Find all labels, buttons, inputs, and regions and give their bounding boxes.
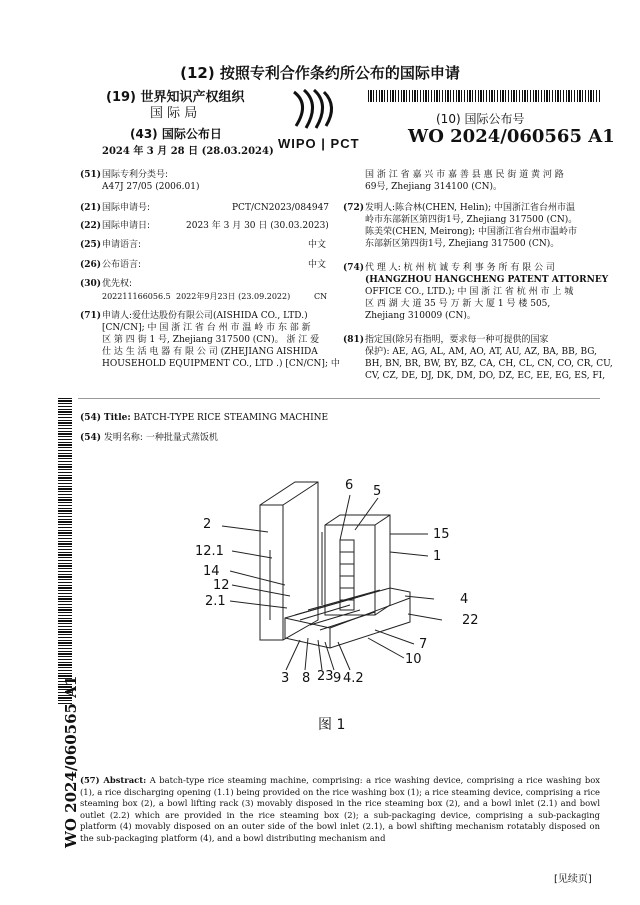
ref-label: 23 [317, 669, 334, 684]
inventor-line: 东部新区第四街1号, Zhejiang 317500 (CN)。 [365, 239, 560, 249]
pub-lang-label: 公布语言: [102, 260, 142, 270]
title-en: BATCH-TYPE RICE STEAMING MACHINE [133, 413, 329, 423]
priority-date: 2022年9月23日 (23.09.2022) [176, 292, 291, 301]
applicant-line: [CN/CN]; 中 国 浙 江 省 台 州 市 温 岭 市 东 部 新 [102, 323, 311, 333]
inid-74: (74) [343, 263, 365, 273]
inventor-line: 陈美荣(CHEN, Meirong); 中国浙江省台州市温岭市 [365, 227, 577, 237]
designated-states-line: 指定国(除另有指明，要求每一种可提供的国家 [365, 335, 549, 345]
inid-72: (72) [343, 203, 365, 213]
inventor-line: 发明人:陈合林(CHEN, Helin); 中国浙江省台州市温 [365, 203, 576, 213]
ipc-label: 国际专利分类号: [102, 170, 169, 180]
office-bureau: 国 际 局 [150, 106, 198, 121]
applicant-line: HOUSEHOLD EQUIPMENT CO., LTD .) [CN/CN]; 中 [102, 359, 340, 369]
pub-no-label: (10) 国际公布号 [436, 112, 525, 126]
title-cn-row [80, 432, 218, 444]
inid-71: (71) [80, 311, 102, 321]
continued-note: [见续页] [554, 874, 592, 885]
figure-drawing [190, 470, 490, 690]
ref-label: 12.1 [195, 544, 224, 559]
inid-81: (81) [343, 335, 365, 345]
section-divider [78, 398, 600, 399]
designated-states-line: BH, BN, BR, BW, BY, BZ, CA, CH, CL, CN, CO, CR, CU, [365, 359, 613, 369]
inid-54: (54) [80, 413, 102, 423]
pub-number: WO 2024/060565 A1 [408, 126, 615, 147]
applicant-continued: 国 浙 江 省 嘉 兴 市 嘉 善 县 惠 民 街 道 黄 河 路 [365, 170, 564, 180]
top-barcode [368, 90, 600, 102]
pub-date-label: (43) 国际公布日 [130, 127, 222, 141]
title-en-row [80, 412, 328, 424]
ref-label: 1 [433, 549, 442, 564]
filing-date-label: 国际申请日: [102, 221, 151, 231]
agent-line: Zhejiang 310009 (CN)。 [365, 311, 476, 321]
ref-label: 15 [433, 527, 450, 542]
inventor-line: 岭市东部新区第四街1号, Zhejiang 317500 (CN)。 [365, 215, 578, 225]
ref-label: 12 [213, 578, 230, 593]
figure-caption: 图 1 [318, 717, 346, 733]
ref-label: 10 [405, 652, 422, 667]
app-no-label: 国际申请号: [102, 203, 151, 213]
agent-line: 区 西 湖 大 道 35 号 万 新 大 厦 1 号 楼 505, [365, 299, 551, 309]
ref-label: 14 [203, 564, 220, 579]
designated-states-line: 保护): AE, AG, AL, AM, AO, AT, AU, AZ, BA, BB, BG, [365, 347, 597, 357]
ref-label: 8 [302, 671, 311, 686]
inid-22: (22) [80, 221, 102, 231]
ref-label: 2.1 [205, 594, 226, 609]
office-inid: (19) [106, 90, 136, 105]
abstract-label: (57) Abstract: [80, 775, 147, 785]
wipo-pct-text: WIPO | PCT [278, 136, 360, 151]
agent-line: 代 理 人: 杭 州 杭 诚 专 利 事 务 所 有 限 公 司 [365, 263, 555, 273]
priority-number: 202211166056.5 [102, 292, 171, 301]
pub-lang-value: 中文 [308, 260, 327, 270]
ref-label: 6 [345, 478, 354, 493]
office-name-line1: 世界知识产权组织 [140, 90, 245, 105]
inid-51: (51) [80, 170, 102, 180]
title-cn: 一种批量式蒸饭机 [145, 433, 218, 443]
priority-label: 优先权: [102, 279, 133, 289]
designated-states-line: CV, CZ, DE, DJ, DK, DM, DO, DZ, EC, EE, EG, ES, FI, [365, 371, 606, 381]
ref-label: 22 [462, 613, 479, 628]
side-barcode [58, 398, 72, 706]
ipc-value: A47J 27/05 (2006.01) [102, 182, 200, 192]
applicant-line: 仕 达 生 活 电 器 有 限 公 司 (ZHEJIANG AISHIDA [102, 347, 318, 357]
side-pub-number: WO 2024/060565 A1 [62, 675, 80, 848]
document-title: (12) 按照专利合作条约所公布的国际申请 [180, 64, 460, 82]
abstract-text: A batch-type rice steaming machine, comprising: a rice washing device, comprising a rice washing box (1), a rice discharging opening (1.1) being provided on the rice washing box (1); a rice steaming device, comprising a rice steaming box (2), a bowl lifting rack (3) movably disposed in the rice steaming box (2), and a bowl inlet (2.1) and bowl outlet (2.2) which are provided in the rice steaming box (2); a sub-packaging device, comprising a sub-packaging platform (4) movably disposed on an outer side of the bowl inlet (2.1), a bowl shifting mechanism rotatably disposed on the sub-packaging platform (4), and a bowl distributing mechanism and [80, 775, 600, 843]
title-en-label: Title: [103, 413, 131, 423]
inid-30: (30) [80, 279, 102, 289]
pub-date: 2024 年 3 月 28 日 (28.03.2024) [102, 146, 274, 157]
inid-26: (26) [80, 260, 102, 270]
ref-label: 2 [203, 517, 212, 532]
ref-label: 5 [373, 484, 382, 499]
abstract [80, 775, 600, 844]
ref-label: 4.2 [343, 671, 364, 686]
agent-line: (HANGZHOU HANGCHENG PATENT ATTORNEY [365, 275, 609, 285]
inid-54: (54) [80, 433, 102, 443]
ref-label: 9 [333, 671, 342, 686]
title-cn-label: 发明名称: [103, 433, 143, 443]
applicant-continued: 69号, Zhejiang 314100 (CN)。 [365, 182, 503, 192]
ref-label: 4 [460, 592, 469, 607]
filing-lang-value: 中文 [308, 240, 327, 250]
applicant-line: 区 第 四 街 1 号, Zhejiang 317500 (CN)。 浙 江 爱 [102, 335, 320, 345]
filing-lang-label: 申请语言: [102, 240, 142, 250]
agent-line: OFFICE CO., LTD.); 中 国 浙 江 省 杭 州 市 上 城 [365, 287, 574, 297]
inid-25: (25) [80, 240, 102, 250]
ref-label: 7 [419, 637, 428, 652]
filing-date-value: 2023 年 3 月 30 日 (30.03.2023) [186, 221, 329, 231]
app-no-value: PCT/CN2023/084947 [232, 203, 330, 213]
priority-country: CN [314, 292, 328, 301]
ref-label: 3 [281, 671, 290, 686]
applicant-line: 申请人:爱仕达股份有限公司(AISHIDA CO., LTD.) [102, 311, 308, 321]
inid-21: (21) [80, 203, 102, 213]
